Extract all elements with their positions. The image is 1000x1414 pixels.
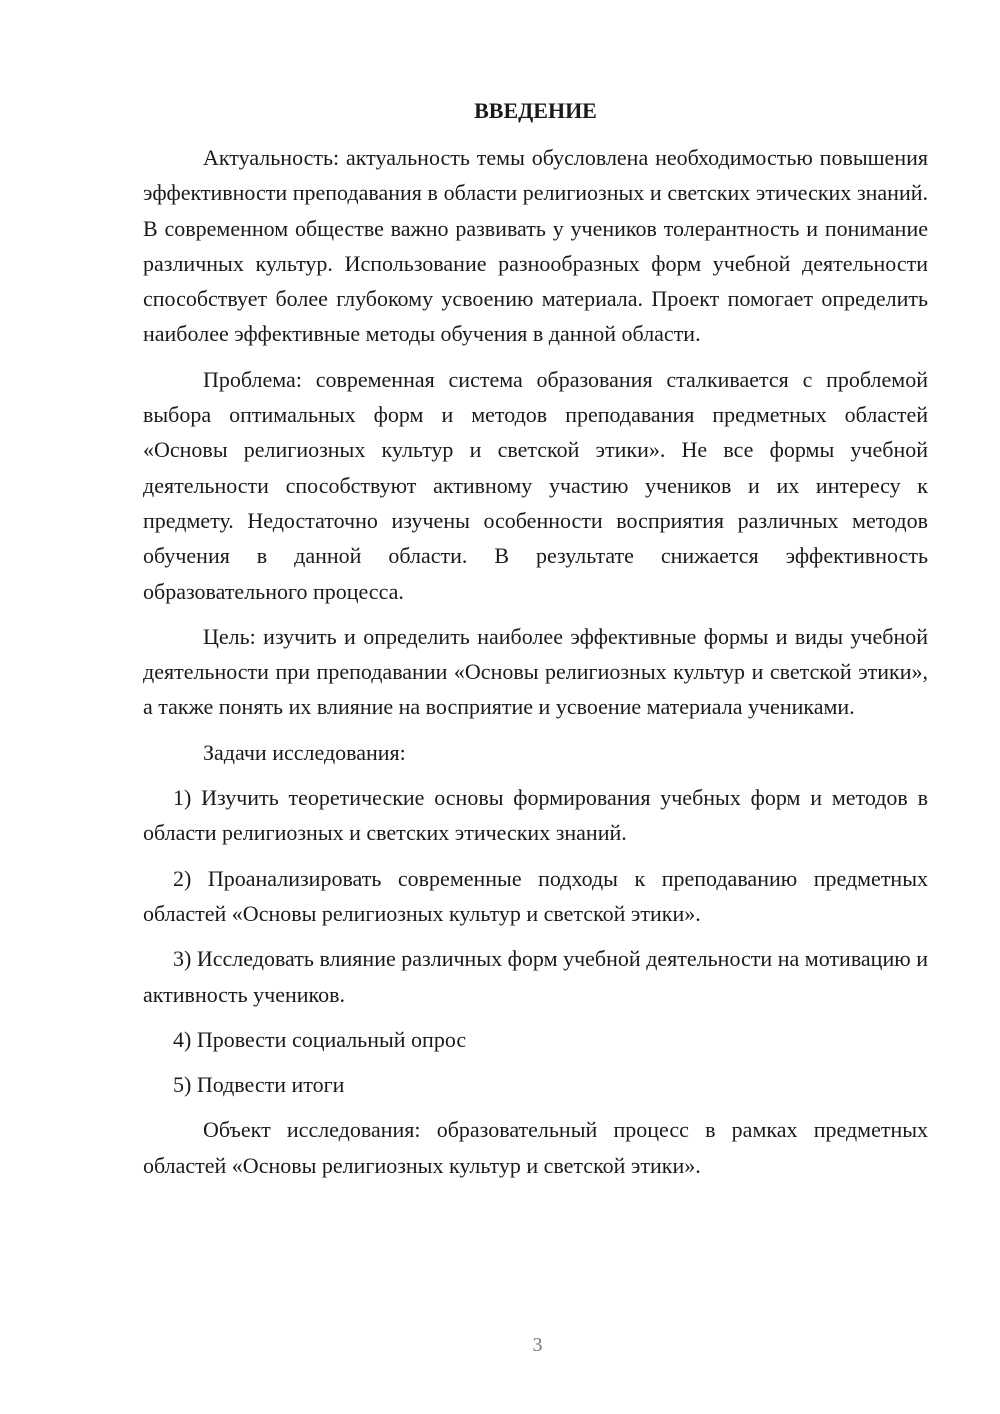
relevance-paragraph: Актуальность: актуальность темы обусловлена необходимостью повышения эффективности преподавания в области религиозных и светских этических знаний. В современном обществе важно развивать у учеников толерантность и понимание различных культур. Использование разнообразных форм учебной деятельности способствует более глубокому усвоению материала. Проект помогает определить наиболее эффективные методы обучения в данной области. xyxy=(143,145,928,347)
object-paragraph: Объект исследования: образовательный процесс в рамках предметных областей «Основы религиозных культур и светской этики». xyxy=(143,1117,928,1178)
tasks-title: Задачи исследования: xyxy=(203,739,406,765)
task-item-1: 1) Изучить теоретические основы формирования учебных форм и методов в области религиозных и светских этических знаний. xyxy=(143,785,928,846)
task-item-2: 2) Проанализировать современные подходы к преподаванию предметных областей «Основы религиозных культур и светской этики». xyxy=(143,865,928,926)
task-item-5: 5) Подвести итоги xyxy=(173,1072,345,1098)
task-item-3: 3) Исследовать влияние различных форм учебной деятельности на мотивацию и активность учеников. xyxy=(143,946,928,1007)
page-number: 3 xyxy=(532,1334,543,1356)
task-item-4: 4) Провести социальный опрос xyxy=(173,1026,467,1052)
goal-paragraph: Цель: изучить и определить наиболее эффективные формы и виды учебной деятельности при преподавании «Основы религиозных культур и светской этики», а также понять их влияние на восприятие и усвоение материала учениками. xyxy=(143,623,928,720)
problem-paragraph: Проблема: современная система образования сталкивается с проблемой выбора оптимальных форм и методов преподавания предметных областей «Основы религиозных культур и светской этики». Не все формы учебной деятельности способствуют активному участию учеников и их интересу к предмету. Недостаточно изучены особенности восприятия различных методов обучения в данной области. В результате снижается эффективность образовательного процесса. xyxy=(143,366,928,604)
document-page xyxy=(143,96,928,1193)
page-title: ВВЕДЕНИЕ xyxy=(474,98,597,123)
